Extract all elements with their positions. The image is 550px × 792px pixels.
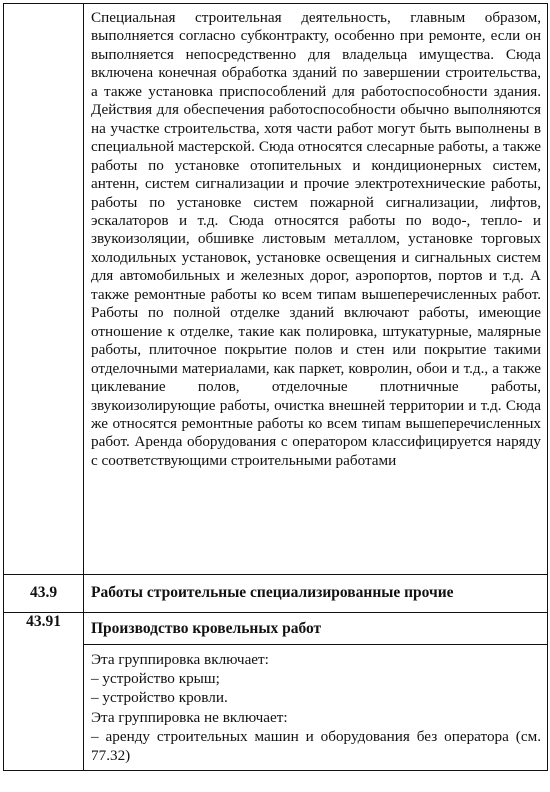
group-code: 43.9 [29, 584, 58, 601]
code-cell-empty [4, 4, 84, 575]
content-cell [84, 613, 548, 771]
detail-line: Эта группировка не включает: [91, 708, 288, 726]
code-cell [4, 575, 84, 613]
table-row [4, 4, 548, 575]
detail-line: – устройство кровли. [91, 689, 228, 707]
description-text: Специальная строительная деятельность, главным образом, выполняется согласно субконтракту, особенно при ремонте, если он выполняется непосредственно для владельца имущества. Сюда включена конечная обработка зданий по завершении строительства, а также установка приспособлений для работоспособности здания. Действия для обеспечения работоспособности обычно выполняются на участке строительства, хотя части работ могут быть выполнены в специальной мастерской. Сюда относятся слесарные работы, а также работы по установке отопительных и кондиционерных систем, антенн, систем сигнализации и прочие электротехнические работы, работы по установке систем пожарной сигнализации, лифтов, эскалаторов и т.д. Сюда относятся работы по водо-, тепло- и звукоизоляции, обшивке листовым металлом, установке торговых холодильных установок, установке освещения и сигнальных систем для автомобильных и железных дорог, аэропортов, портов и т.д. А также ремонтные работы ко всем типам вышеперечисленных работ. Работы по полной отделке зданий включают работы, имеющие отношение к отделке, такие как полировка, штукатурные, малярные работы, плиточное покрытие полов и стен или покрытие такими отделочными материалами, как паркет, ковролин, обои и т.д., а также циклевание полов, отделочные плотничные работы, звукоизолирующие работы, очистка внешней территории и т.д. Сюда же относятся ремонтные работы ко всем типам вышеперечисленных работ. Аренда оборудования с оператором классифицируется наряду с соответствующими строительными работами [91, 9, 541, 469]
group-details [84, 644, 547, 770]
detail-line: – аренду строительных машин и оборудования без оператора (см. 77.32) [91, 727, 541, 765]
code-cell [4, 613, 84, 771]
detail-line: Эта группировка включает: [91, 651, 269, 668]
title-cell [84, 575, 548, 613]
table-row [4, 575, 548, 613]
classification-table [3, 3, 548, 771]
group-code: 43.91 [26, 613, 61, 630]
description-cell [84, 4, 548, 575]
detail-line: – устройство крыш; [91, 670, 220, 688]
group-title: Производство кровельных работ [91, 620, 322, 637]
table-row [4, 613, 548, 771]
group-title: Работы строительные специализированные прочие [91, 584, 454, 601]
